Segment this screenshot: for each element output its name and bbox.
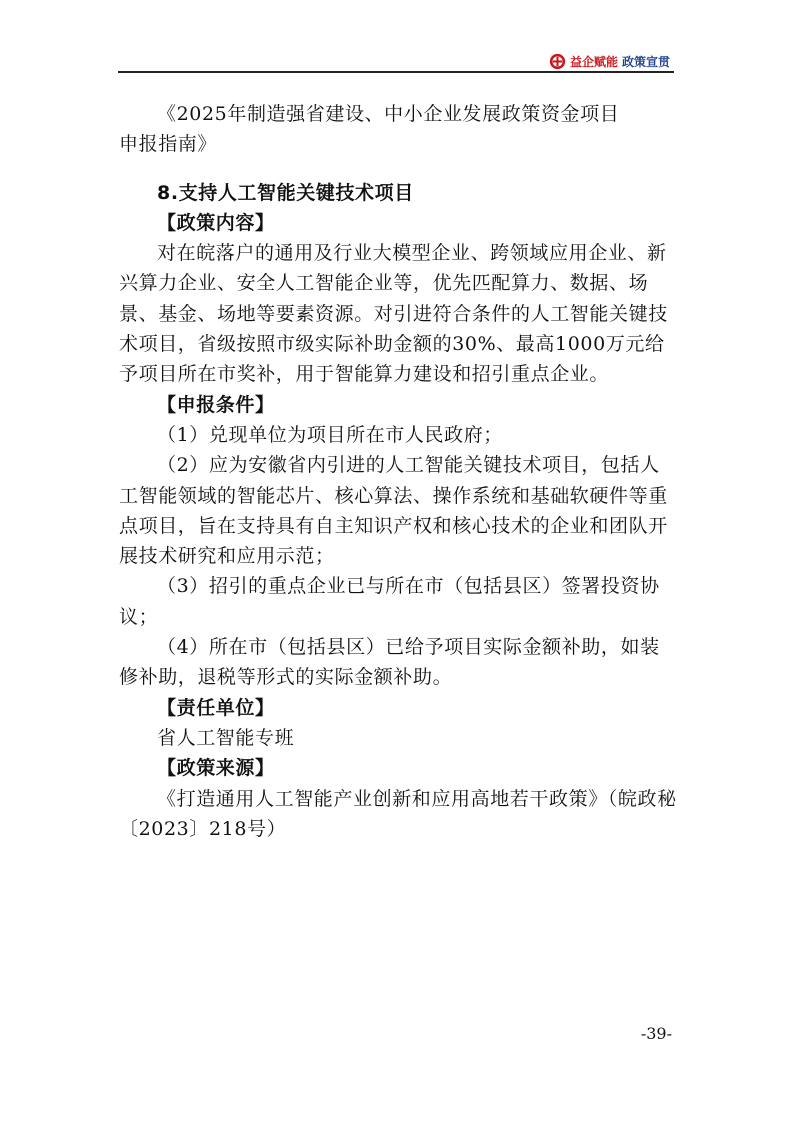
document-body bbox=[119, 99, 679, 844]
header-logo bbox=[549, 52, 670, 70]
condition-item-2: （2）应为安徽省内引进的人工智能关键技术项目，包括人工智能领域的智能芯片、核心算法、操作系统和基础软硬件等重点项目，旨在支持具有自主知识产权和核心技术的企业和团队开展技术研究和应用示范； bbox=[119, 454, 668, 568]
logo-text-a: 益企赋能 bbox=[569, 54, 618, 69]
page-number: -39- bbox=[640, 1024, 672, 1043]
source-text: 《打造通用人工智能产业创新和应用高地若干政策》（皖政秘〔2023〕218号） bbox=[119, 787, 677, 840]
policy-text: 对在皖落户的通用及行业大模型企业、跨领域应用企业、新兴算力企业、安全人工智能企业等，优先匹配算力、数据、场景、基金、场地等要素资源。对引进符合条件的人工智能关键技术项目，省级按照市级实际补助金额的30%、最高1000万元给予项目所在市奖补，用于智能算力建设和招引重点企业。 bbox=[119, 242, 668, 386]
intro-line-1: 《2025年制造强省建设、中小企业发展政策资金项目 bbox=[157, 103, 620, 125]
responsible-heading: 【责任单位】 bbox=[157, 696, 275, 719]
logo-text-b: 政策宣贯 bbox=[621, 54, 670, 69]
responsible-text: 省人工智能专班 bbox=[157, 726, 295, 749]
intro-line-2: 申报指南》 bbox=[119, 133, 218, 156]
policy-heading: 【政策内容】 bbox=[157, 211, 275, 234]
section-title: 8.支持人工智能关键技术项目 bbox=[157, 181, 414, 204]
logo-emblem-icon bbox=[549, 53, 566, 70]
condition-item-3: （3）招引的重点企业已与所在市（包括县区）签署投资协议； bbox=[119, 575, 660, 628]
conditions-heading: 【申报条件】 bbox=[157, 393, 275, 416]
source-heading: 【政策来源】 bbox=[157, 757, 275, 780]
condition-item-1: （1）兑现单位为项目所在市人民政府； bbox=[157, 423, 503, 446]
header-divider bbox=[118, 71, 674, 73]
condition-item-4: （4）所在市（包括县区）已给予项目实际金额补助，如装修补助，退税等形式的实际金额补助。 bbox=[119, 636, 660, 689]
